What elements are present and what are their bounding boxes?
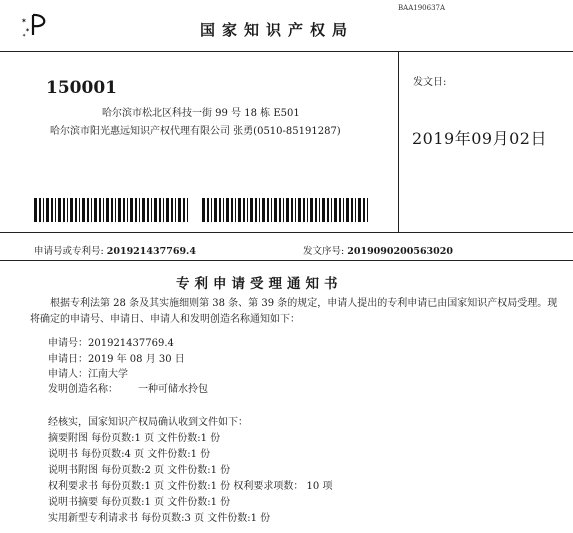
barcode-bar [238, 198, 241, 222]
field-application-date [48, 350, 185, 365]
barcode-bar [123, 198, 125, 222]
barcode-bar [295, 198, 296, 222]
barcode-bar [166, 198, 169, 222]
barcode-bar [243, 198, 245, 222]
document-serial-line [303, 243, 453, 257]
svg-text:✶: ✶ [21, 17, 27, 25]
field-label: 发明创造名称： [48, 384, 118, 395]
cnipa-logo-icon [20, 12, 50, 38]
barcode-bar [226, 198, 229, 222]
application-number-value: 201921437769.4 [106, 246, 196, 257]
barcode-bar [147, 198, 149, 222]
barcode-bar [178, 198, 181, 222]
barcode-bar [322, 198, 325, 222]
received-file-item: 实用新型专利请求书 每份页数:3 页 文件份数:1 份 [48, 513, 271, 524]
barcode-bar [82, 198, 85, 222]
document-serial-label: 发文序号: [303, 246, 345, 257]
barcode-bar [39, 198, 41, 222]
barcode-bar [79, 198, 80, 222]
barcode-bar [51, 198, 53, 222]
address-block-rule [0, 232, 573, 233]
barcode-bar [319, 198, 320, 222]
barcode-bar [355, 198, 356, 222]
barcode-bar [99, 198, 101, 222]
received-file-item: 说明书 每份页数:4 页 文件份数:1 份 [48, 449, 211, 460]
barcode-bar [63, 198, 65, 222]
barcode-bar [171, 198, 173, 222]
received-file-item: 摘要附图 每份页数:1 页 文件份数:1 份 [48, 433, 221, 444]
barcode-bar [358, 198, 361, 222]
barcode-bar [34, 198, 37, 222]
barcode-bar [334, 198, 337, 222]
barcode-bar [207, 198, 209, 222]
vertical-divider [398, 52, 399, 232]
barcode-bar [106, 198, 109, 222]
barcode-bar [343, 198, 344, 222]
barcode-bar [103, 198, 104, 222]
barcode-bar [127, 198, 128, 222]
barcode-bar [115, 198, 116, 222]
barcode-bar [70, 198, 73, 222]
received-file-item: 说明书附图 每份页数:2 页 文件份数:1 份 [48, 465, 231, 476]
barcode-bar [303, 198, 305, 222]
barcode-bar [315, 198, 317, 222]
barcode-bar [307, 198, 308, 222]
barcode-bar [271, 198, 272, 222]
field-value: 江南大学 [88, 369, 128, 380]
barcode-bar [298, 198, 301, 222]
barcode-bar [87, 198, 89, 222]
field-label: 申请日： [48, 354, 88, 365]
barcode-bar [111, 198, 113, 222]
barcode-bar [175, 198, 176, 222]
barcode-bar [247, 198, 248, 222]
barcode-bar [279, 198, 281, 222]
barcode-bar [250, 198, 253, 222]
meta-rule [0, 260, 573, 261]
document-serial-value: 2019090200563020 [347, 246, 453, 257]
svg-text:✶: ✶ [25, 27, 31, 34]
barcode-bar [202, 198, 205, 222]
barcode-bar [267, 198, 269, 222]
application-number-label: 申请号或专利号: [34, 246, 104, 257]
header-rule [0, 51, 573, 52]
field-value: 201921437769.4 [88, 338, 174, 349]
barcode-bar [159, 198, 161, 222]
barcode-bar [262, 198, 265, 222]
verified-intro: 经核实，国家知识产权局确认收到文件如下： [48, 417, 248, 428]
field-invention-title [48, 380, 208, 395]
svg-text:✶: ✶ [22, 33, 27, 38]
barcode-bar [211, 198, 212, 222]
barcode-bar [46, 198, 49, 222]
barcode-bar [235, 198, 236, 222]
barcode-bar [363, 198, 365, 222]
barcode-bar [339, 198, 341, 222]
barcode-bar [118, 198, 121, 222]
barcode-bar [214, 198, 217, 222]
barcode-bar [58, 198, 61, 222]
barcode-bar [367, 198, 368, 222]
barcode-bar [142, 198, 145, 222]
barcode-bar [139, 198, 140, 222]
barcode-bar [94, 198, 97, 222]
barcode-right [202, 198, 372, 222]
received-file-item: 说明书摘要 每份页数:1 页 文件份数:1 份 [48, 497, 231, 508]
barcode-bar [75, 198, 77, 222]
barcode-bar [219, 198, 221, 222]
barcode-bar [151, 198, 152, 222]
field-label: 申请号： [48, 338, 88, 349]
barcode-bar [43, 198, 44, 222]
barcode-bar [274, 198, 277, 222]
barcode-bar [55, 198, 56, 222]
barcode-bar [283, 198, 284, 222]
office-title: 国家知识产权局 [200, 21, 355, 39]
postcode: 150001 [46, 78, 117, 98]
barcode-bar [183, 198, 185, 222]
barcode-bar [291, 198, 293, 222]
barcode-bar [310, 198, 313, 222]
field-applicant [48, 365, 128, 380]
application-number-line [34, 243, 196, 257]
send-date-value: 2019年09月02日 [412, 129, 547, 148]
document-code: BAA190637A [398, 4, 446, 12]
barcode-bar [223, 198, 224, 222]
field-value: 2019 年 08 月 30 日 [88, 354, 185, 365]
send-date-label: 发文日: [413, 77, 447, 88]
barcode-bar [286, 198, 289, 222]
recipient-address: 哈尔滨市松北区科技一街 99 号 18 栋 E501 [102, 108, 300, 119]
barcode-bar [163, 198, 164, 222]
barcode-bar [231, 198, 233, 222]
intro-paragraph: 根据专利法第 28 条及其实施细则第 38 条、第 39 条的规定，申请人提出的专利申请已由国家知识产权局受理。现将确定的申请号、申请日、申请人和发明创造名称通知如下： [30, 298, 558, 325]
field-label: 申请人： [48, 369, 88, 380]
barcode-bar [130, 198, 133, 222]
barcode-bar [135, 198, 137, 222]
barcode-bar [346, 198, 349, 222]
barcode-bar [259, 198, 260, 222]
barcode-bar [187, 198, 188, 222]
received-file-item: 权利要求书 每份页数:1 页 文件份数:1 份 权利要求项数： 10 项 [48, 481, 333, 492]
barcode-bar [255, 198, 257, 222]
agency-line: 哈尔滨市阳光惠远知识产权代理有限公司 张勇(0510-85191287) [50, 126, 341, 137]
field-value: 一种可储水拎包 [138, 384, 208, 395]
field-application-number [48, 334, 174, 349]
notice-heading: 专利申请受理通知书 [176, 276, 343, 292]
barcode-bar [331, 198, 332, 222]
barcode-left [34, 198, 189, 222]
barcode-bar [67, 198, 68, 222]
barcode-bar [351, 198, 353, 222]
barcode-bar [327, 198, 329, 222]
barcode-bar [154, 198, 157, 222]
barcode-bar [91, 198, 92, 222]
